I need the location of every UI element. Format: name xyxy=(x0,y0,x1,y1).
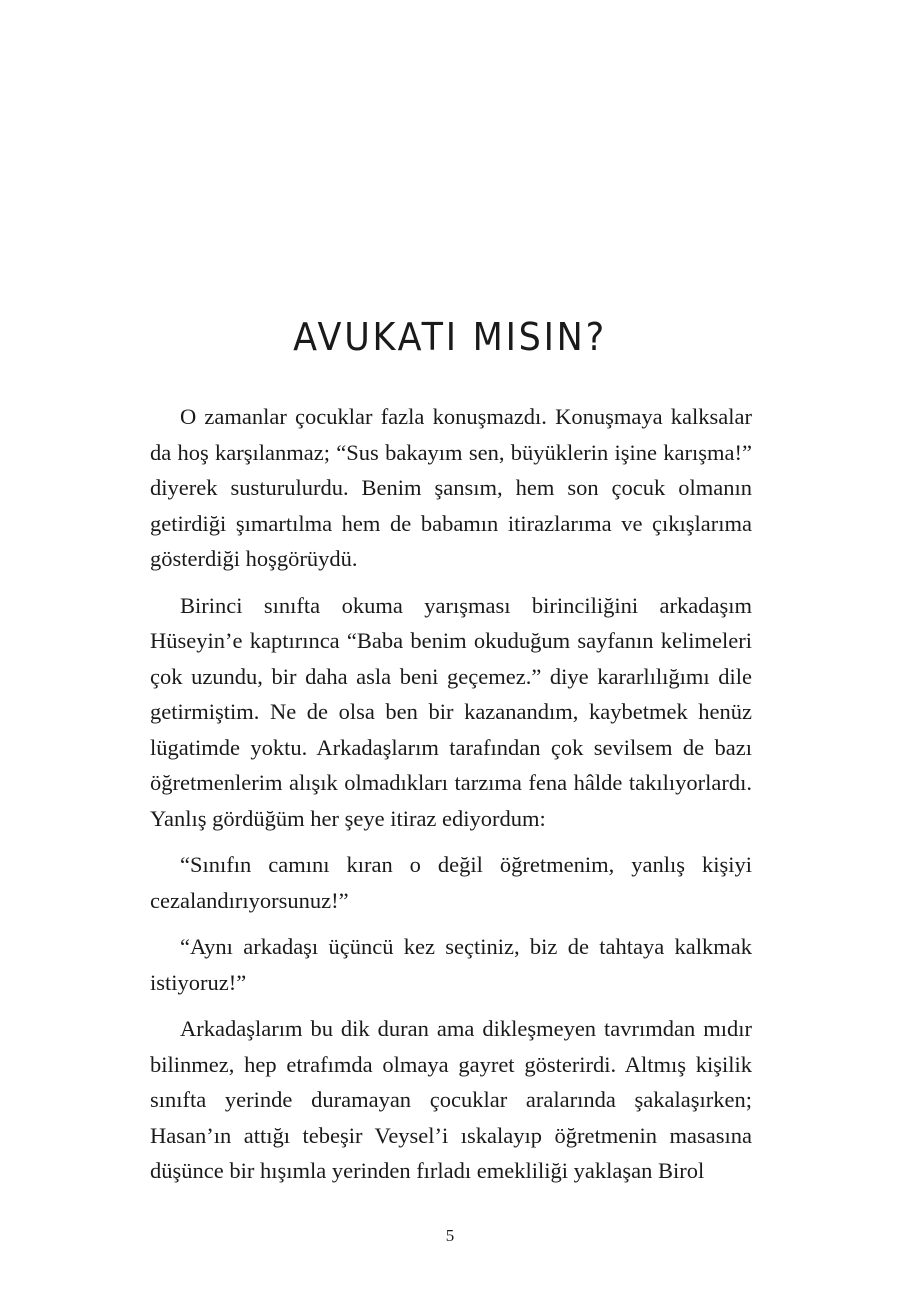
paragraph: “Aynı arkadaşı üçüncü kez seçtiniz, biz de tahtaya kalkmak istiyoruz!” xyxy=(150,934,752,995)
body-text xyxy=(150,399,752,1200)
page-number: 5 xyxy=(445,1226,455,1245)
paragraph: Arkadaşlarım bu dik duran ama dikleşmeyen tavrımdan mıdır bilinmez, hep etrafımda olmaya gayret gösterirdi. Altmış kişilik sınıfta yerinde duramayan çocuklar aralarında şakalaşırken; Hasan’ın attığı tebeşir Veysel’i ıskalayıp öğretmenin masasına düşünce bir hışımla yerinden fırladı emekliliği yaklaşan Birol xyxy=(150,1016,752,1183)
chapter-title: AVUKATI MISIN? xyxy=(293,315,607,359)
paragraph: “Sınıfın camını kıran o değil öğretmenim, yanlış kişiyi cezalandırıyorsunuz!” xyxy=(150,852,752,913)
paragraph: O zamanlar çocuklar fazla konuşmazdı. Konuşmaya kalksalar da hoş karşılanmaz; “Sus bakayım sen, büyüklerin işine karışma!” diyerek susturulurdu. Benim şansım, hem son çocuk olmanın getirdiği şımartılma hem de babamın itirazlarıma ve çıkışlarıma gösterdiği hoşgörüydü. xyxy=(150,404,752,571)
paragraph: Birinci sınıfta okuma yarışması birinciliğini arkadaşım Hüseyin’e kaptırınca “Baba benim okuduğum sayfanın kelimeleri çok uzundu, bir daha asla beni geçemez.” diye kararlılığımı dile getirmiştim. Ne de olsa ben bir kazanandım, kaybetmek henüz lügatimde yoktu. Arkadaşlarım tarafından çok sevilsem de bazı öğretmenlerim alışık olmadıkları tarzıma fena hâlde takılıyorlardı. Yanlış gördüğüm her şeye itiraz ediyordum: xyxy=(150,592,752,831)
